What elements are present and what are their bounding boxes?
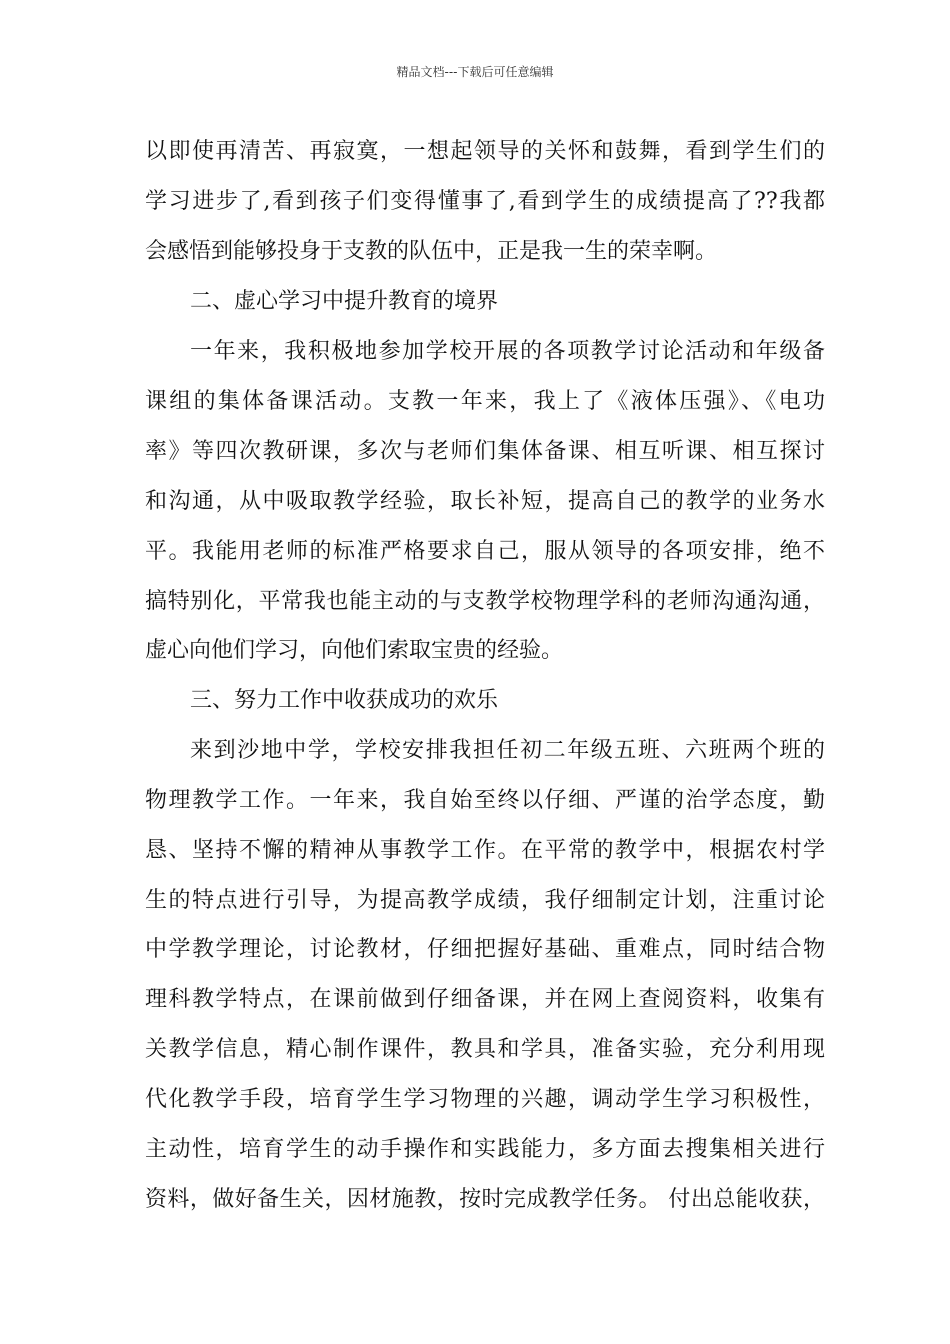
text-line: 搞特别化，平常我也能主动的与支教学校物理学科的老师沟通沟通， (145, 589, 825, 614)
page-header: 精品文档---下载后可任意编辑 (396, 65, 554, 79)
text-line: 生的特点进行引导，为提高教学成绩，我仔细制定计划，注重讨论 (145, 888, 825, 913)
text-line: 会感悟到能够投身于支教的队伍中，正是我一生的荣幸啊。 (145, 239, 718, 264)
text-line: 主动性，培育学生的动手操作和实践能力，多方面去搜集相关进行 (145, 1137, 825, 1162)
section-heading: 二、虚心学习中提升教育的境界 (190, 289, 499, 314)
text-line: 资料，做好备生关，因材施教，按时完成教学任务。 付出总能收获， (145, 1187, 825, 1212)
text-line: 学习进步了,看到孩子们变得懂事了,看到学生的成绩提高了??我都 (145, 189, 825, 214)
text-line: 平。我能用老师的标准严格要求自己，服从领导的各项安排，绝不 (145, 539, 825, 564)
text-line: 一年来，我积极地参加学校开展的各项教学讨论活动和年级备 (190, 339, 825, 364)
text-line: 来到沙地中学，学校安排我担任初二年级五班、六班两个班的 (190, 738, 825, 763)
text-line: 虚心向他们学习，向他们索取宝贵的经验。 (145, 638, 564, 663)
text-line: 物理教学工作。一年来，我自始至终以仔细、严谨的治学态度，勤 (145, 788, 825, 813)
text-line: 和沟通，从中吸取教学经验，取长补短，提高自己的教学的业务水 (145, 489, 825, 514)
text-line: 以即使再清苦、再寂寞，一想起领导的关怀和鼓舞，看到学生们的 (145, 139, 825, 164)
text-line: 代化教学手段，培育学生学习物理的兴趣，调动学生学习积极性， (145, 1087, 825, 1112)
text-line: 理科教学特点，在课前做到仔细备课，并在网上查阅资料，收集有 (145, 987, 825, 1012)
text-line: 中学教学理论，讨论教材，仔细把握好基础、重难点，同时结合物 (145, 937, 825, 962)
text-line: 恳、坚持不懈的精神从事教学工作。在平常的教学中，根据农村学 (145, 838, 825, 863)
section-heading: 三、努力工作中收获成功的欢乐 (190, 688, 499, 713)
text-line: 关教学信息，精心制作课件，教具和学具，准备实验，充分利用现 (145, 1037, 825, 1062)
text-line: 课组的集体备课活动。支教一年来，我上了《液体压强》、《电功 (145, 389, 825, 414)
text-line: 率》等四次教研课，多次与老师们集体备课、相互听课、相互探讨 (145, 439, 825, 464)
